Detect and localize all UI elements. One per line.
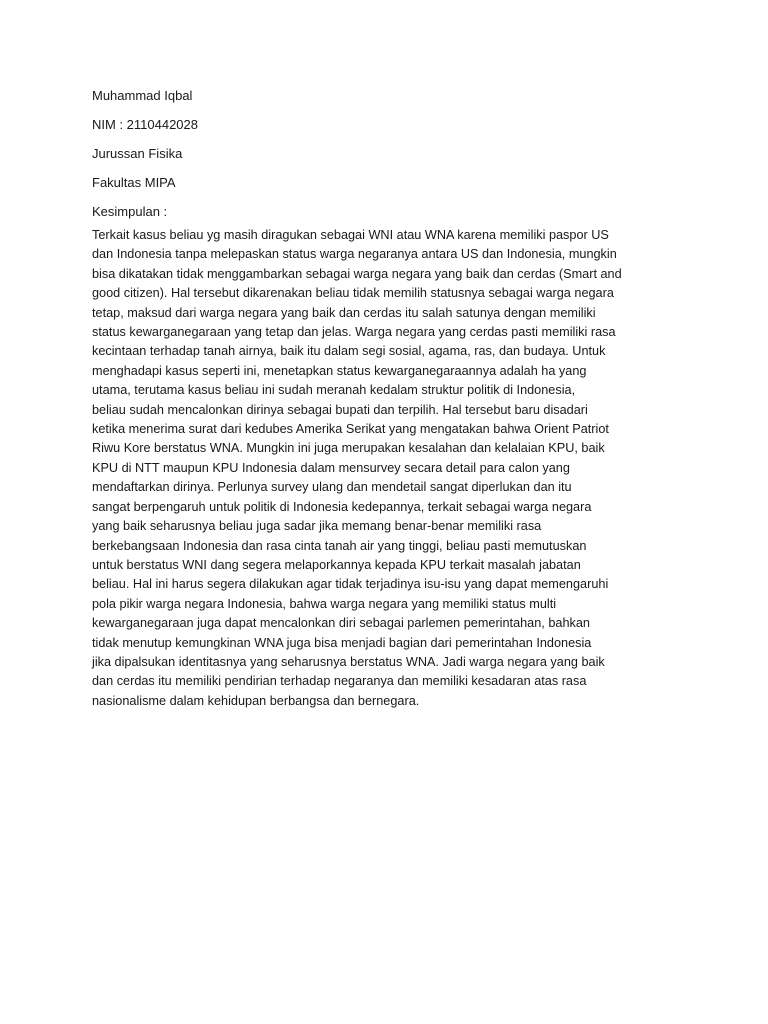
body-line: beliau sudah mencalonkan dirinya sebagai bupati dan terpilih. Hal tersebut baru disadari [92,402,588,417]
body-line: pola pikir warga negara Indonesia, bahwa warga negara yang memiliki status multi [92,596,557,611]
body-line: utama, terutama kasus beliau ini sudah meranah kedalam struktur politik di Indonesia, [92,383,576,398]
body-line: status kewarganegaraan yang tetap dan jelas. Warga negara yang cerdas pasti memiliki rasa [92,325,616,340]
department: Jurussan Fisika [92,146,183,161]
faculty: Fakultas MIPA [92,175,176,190]
conclusion-label: Kesimpulan : [92,204,168,219]
body-line: Terkait kasus beliau yg masih diragukan sebagai WNI atau WNA karena memiliki paspor US [92,228,609,242]
body-line: yang baik seharusnya beliau juga sadar jika memang benar-benar memiliki rasa [92,519,542,534]
author-name: Muhammad Iqbal [92,88,193,103]
body-line: berkebangsaan Indonesia dan rasa cinta tanah air yang tinggi, beliau pasti memutuskan [92,538,587,553]
body-line: bisa dikatakan tidak menggambarkan sebagai warga negara yang baik dan cerdas (Smart and [92,266,622,281]
body-line: untuk berstatus WNI dang segera melaporkannya kepada KPU terkait masalah jabatan [92,557,581,572]
body-line: tetap, maksud dari warga negara yang baik dan cerdas itu salah satunya dengan memiliki [92,305,596,320]
body-line: mendaftarkan dirinya. Perlunya survey ulang dan mendetail sangat diperlukan dan itu [92,480,572,495]
conclusion-body [92,226,682,711]
body-line: kewarganegaraan juga dapat mencalonkan diri sebagai parlemen pemerintahan, bahkan [92,616,590,631]
body-line: good citizen). Hal tersebut dikarenakan beliau tidak memilih statusnya sebagai warga negara [92,286,614,301]
body-line: tidak menutup kemungkinan WNA juga bisa menjadi bagian dari pemerintahan Indonesia [92,635,592,650]
body-line: menghadapi kasus seperti ini, menetapkan status kewarganegaraannya adalah ha yang [92,363,587,378]
body-line: kecintaan terhadap tanah airnya, baik itu dalam segi sosial, agama, ras, dan budaya. Untuk [92,344,606,359]
body-line: sangat berpengaruh untuk politik di Indonesia kedepannya, terkait sebagai warga negara [92,499,592,514]
body-line: ketika menerima surat dari kedubes Amerika Serikat yang mengatakan bahwa Orient Patriot [92,422,609,437]
body-line: Riwu Kore berstatus WNA. Mungkin ini juga merupakan kesalahan dan kelalaian KPU, baik [92,441,605,456]
body-line: jika dipalsukan identitasnya yang seharusnya berstatus WNA. Jadi warga negara yang baik [92,654,605,669]
body-line: KPU di NTT maupun KPU Indonesia dalam mensurvey secara detail para calon yang [92,460,570,475]
document-content [92,86,682,711]
body-line: dan cerdas itu memiliki pendirian terhadap negaranya dan memiliki kesadaran atas rasa [92,674,587,689]
student-id: NIM : 2110442028 [92,117,198,132]
body-line: beliau. Hal ini harus segera dilakukan agar tidak terjadinya isu-isu yang dapat memengaruhi [92,577,609,592]
body-line: dan Indonesia tanpa melepaskan status warga negaranya antara US dan Indonesia, mungkin [92,247,617,262]
body-line: nasionalisme dalam kehidupan berbangsa dan bernegara. [92,693,420,708]
